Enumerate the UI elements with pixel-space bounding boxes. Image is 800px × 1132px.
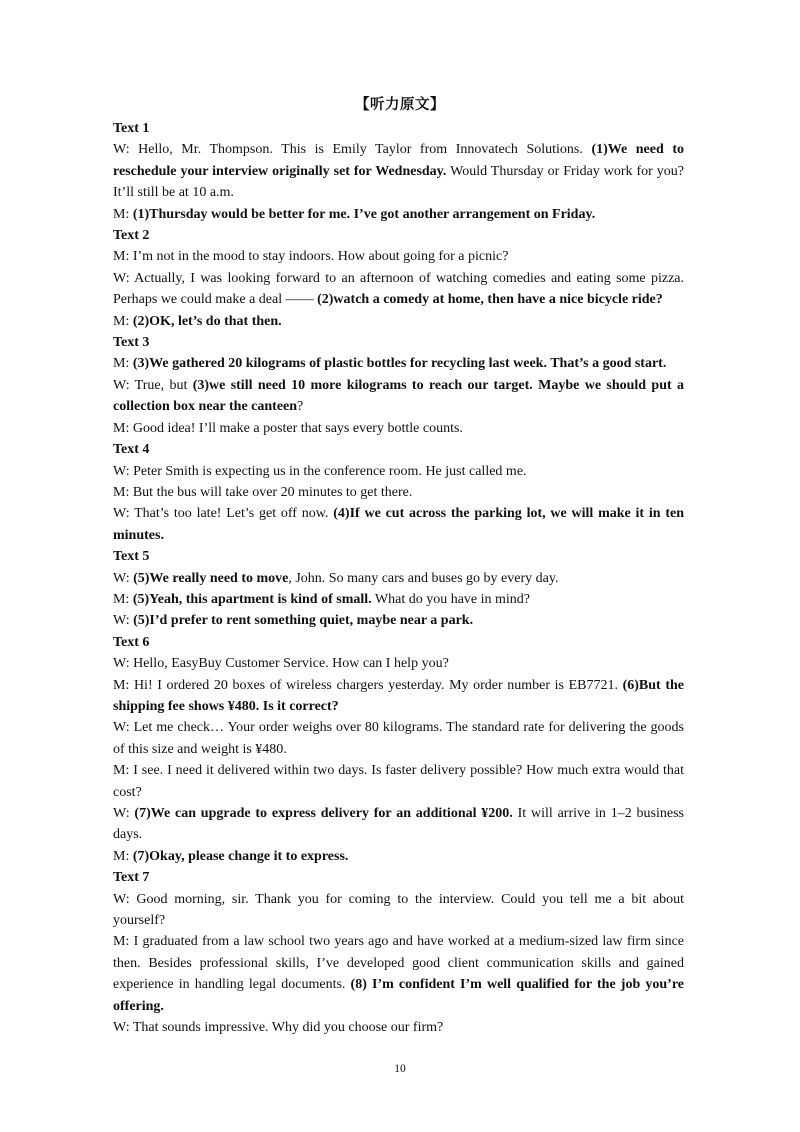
dialogue-line: [113, 589, 684, 610]
dialogue-text: W: Hello, EasyBuy Customer Service. How can I help you?: [113, 656, 449, 672]
dialogue-text: W:: [113, 806, 135, 821]
key-answer-text: (5)Yeah, this apartment is kind of small.: [132, 591, 372, 607]
dialogue-line: [113, 375, 684, 418]
dialogue-line: [113, 931, 684, 1017]
dialogue-line: [113, 268, 684, 311]
dialogue-line: [113, 889, 684, 932]
dialogue-line: [113, 461, 684, 482]
section-heading: Text 1: [113, 121, 150, 136]
dialogue-line: [113, 482, 684, 503]
dialogue-text: M: I’m not in the mood to stay indoors. How about going for a picnic?: [113, 249, 509, 265]
key-answer-text: (5)We really need to move: [133, 570, 289, 586]
key-answer-text: (3)we still need 10 more kilograms to reach our target. Maybe we should put a collection box near the canteen: [113, 377, 685, 415]
key-answer-text: (5)I’d prefer to rent something quiet, maybe near a park.: [133, 613, 474, 629]
dialogue-text: W: That’s too late! Let’s get off now.: [113, 506, 334, 522]
dialogue-text: What do you have in mind?: [371, 591, 531, 607]
dialogue-text: It will arrive in 1–2 business days.: [113, 806, 684, 843]
dialogue-text: M:: [113, 591, 133, 607]
key-answer-text: (7)We can upgrade to express delivery for an additional ¥200.: [134, 806, 513, 821]
dialogue-text: M:: [113, 206, 133, 222]
key-answer-text: (8) I’m confident I’m well qualified for the job you’re offering.: [113, 977, 684, 1014]
dialogue-line: [113, 568, 684, 589]
dialogue-line: [113, 246, 684, 267]
dialogue-text: Would Thursday or Friday work for you? It’ll still be at 10 a.m.: [113, 163, 684, 201]
dialogue-text: M: Hi! I ordered 20 boxes of wireless chargers yesterday. My order number is EB7721.: [113, 677, 623, 693]
dialogue-text: W: That sounds impressive. Why did you choose our firm?: [113, 1020, 444, 1036]
section-heading: Text 4: [113, 442, 150, 458]
section-heading: Text 2: [113, 228, 150, 244]
dialogue-line: [113, 846, 684, 867]
key-answer-text: (2)OK, let’s do that then.: [132, 313, 282, 329]
dialogue-line: [113, 311, 684, 332]
key-answer-text: (7)Okay, please change it to express.: [132, 848, 349, 864]
key-answer-text: (6)But the shipping fee shows ¥480. Is it correct?: [113, 677, 684, 714]
key-answer-text: (1)We need to reschedule your interview originally set for Wednesday.: [113, 142, 684, 179]
dialogue-line: [113, 653, 684, 674]
dialogue-line: [113, 1017, 684, 1038]
dialogue-line: [113, 418, 684, 439]
page-number: 10: [394, 1063, 406, 1075]
dialogue-line: [113, 353, 684, 374]
key-answer-text: (1)Thursday would be better for me. I’ve got another arrangement on Friday.: [132, 206, 596, 222]
dialogue-line: [113, 139, 684, 203]
section-heading: Text 7: [113, 870, 150, 886]
dialogue-text: M:: [113, 313, 133, 329]
dialogue-line: [113, 717, 684, 760]
dialogue-line: [113, 803, 684, 846]
section-heading: Text 6: [113, 634, 150, 650]
dialogue-text: M: Good idea! I’ll make a poster that says every bottle counts.: [113, 420, 463, 436]
dialogue-line: [113, 204, 684, 225]
key-answer-text: (4)If we cut across the parking lot, we will make it in ten minutes.: [113, 506, 685, 543]
page-title: 【听力原文】: [355, 97, 445, 113]
dialogue-line: [113, 760, 684, 803]
section-heading: Text 5: [113, 549, 150, 565]
section-heading: Text 3: [113, 335, 150, 351]
dialogue-line: [113, 503, 684, 546]
dialogue-text: W: Hello, Mr. Thompson. This is Emily Taylor from Innovatech Solutions.: [113, 142, 592, 158]
dialogue-text: ?: [297, 399, 304, 415]
dialogue-text: M: I see. I need it delivered within two days. Is faster delivery possible? How much extra would that cost?: [113, 763, 684, 800]
dialogue-text: W: Good morning, sir. Thank you for coming to the interview. Could you tell me a bit about yourself?: [113, 891, 684, 929]
key-answer-text: (2)watch a comedy at home, then have a nice bicycle ride?: [317, 292, 663, 308]
dialogue-text: W:: [113, 613, 134, 629]
dialogue-text: M: I graduated from a law school two years ago and have worked at a medium-sized law firm since then. Besides professional skills, I’ve developed good client communication skills and gained experience in handling legal documents.: [113, 934, 684, 993]
dialogue-text: M:: [113, 356, 133, 372]
dialogue-text: M:: [113, 848, 133, 864]
transcript-body: [113, 118, 684, 1038]
dialogue-text: W: True, but: [113, 377, 193, 393]
dialogue-text: W: Let me check… Your order weighs over 80 kilograms. The standard rate for delivering the goods of this size and weight is ¥480.: [113, 720, 684, 757]
dialogue-text: W: Actually, I was looking forward to an afternoon of watching comedies and eating some pizza. Perhaps we could make a deal ——: [113, 270, 684, 308]
dialogue-text: M: But the bus will take over 20 minutes to get there.: [113, 484, 413, 500]
dialogue-text: , John. So many cars and buses go by every day.: [288, 570, 559, 586]
dialogue-line: [113, 675, 684, 718]
dialogue-text: W:: [113, 570, 134, 586]
key-answer-text: (3)We gathered 20 kilograms of plastic bottles for recycling last week. That’s a good start.: [132, 356, 667, 372]
dialogue-line: [113, 610, 684, 631]
dialogue-text: W: Peter Smith is expecting us in the conference room. He just called me.: [113, 463, 527, 479]
